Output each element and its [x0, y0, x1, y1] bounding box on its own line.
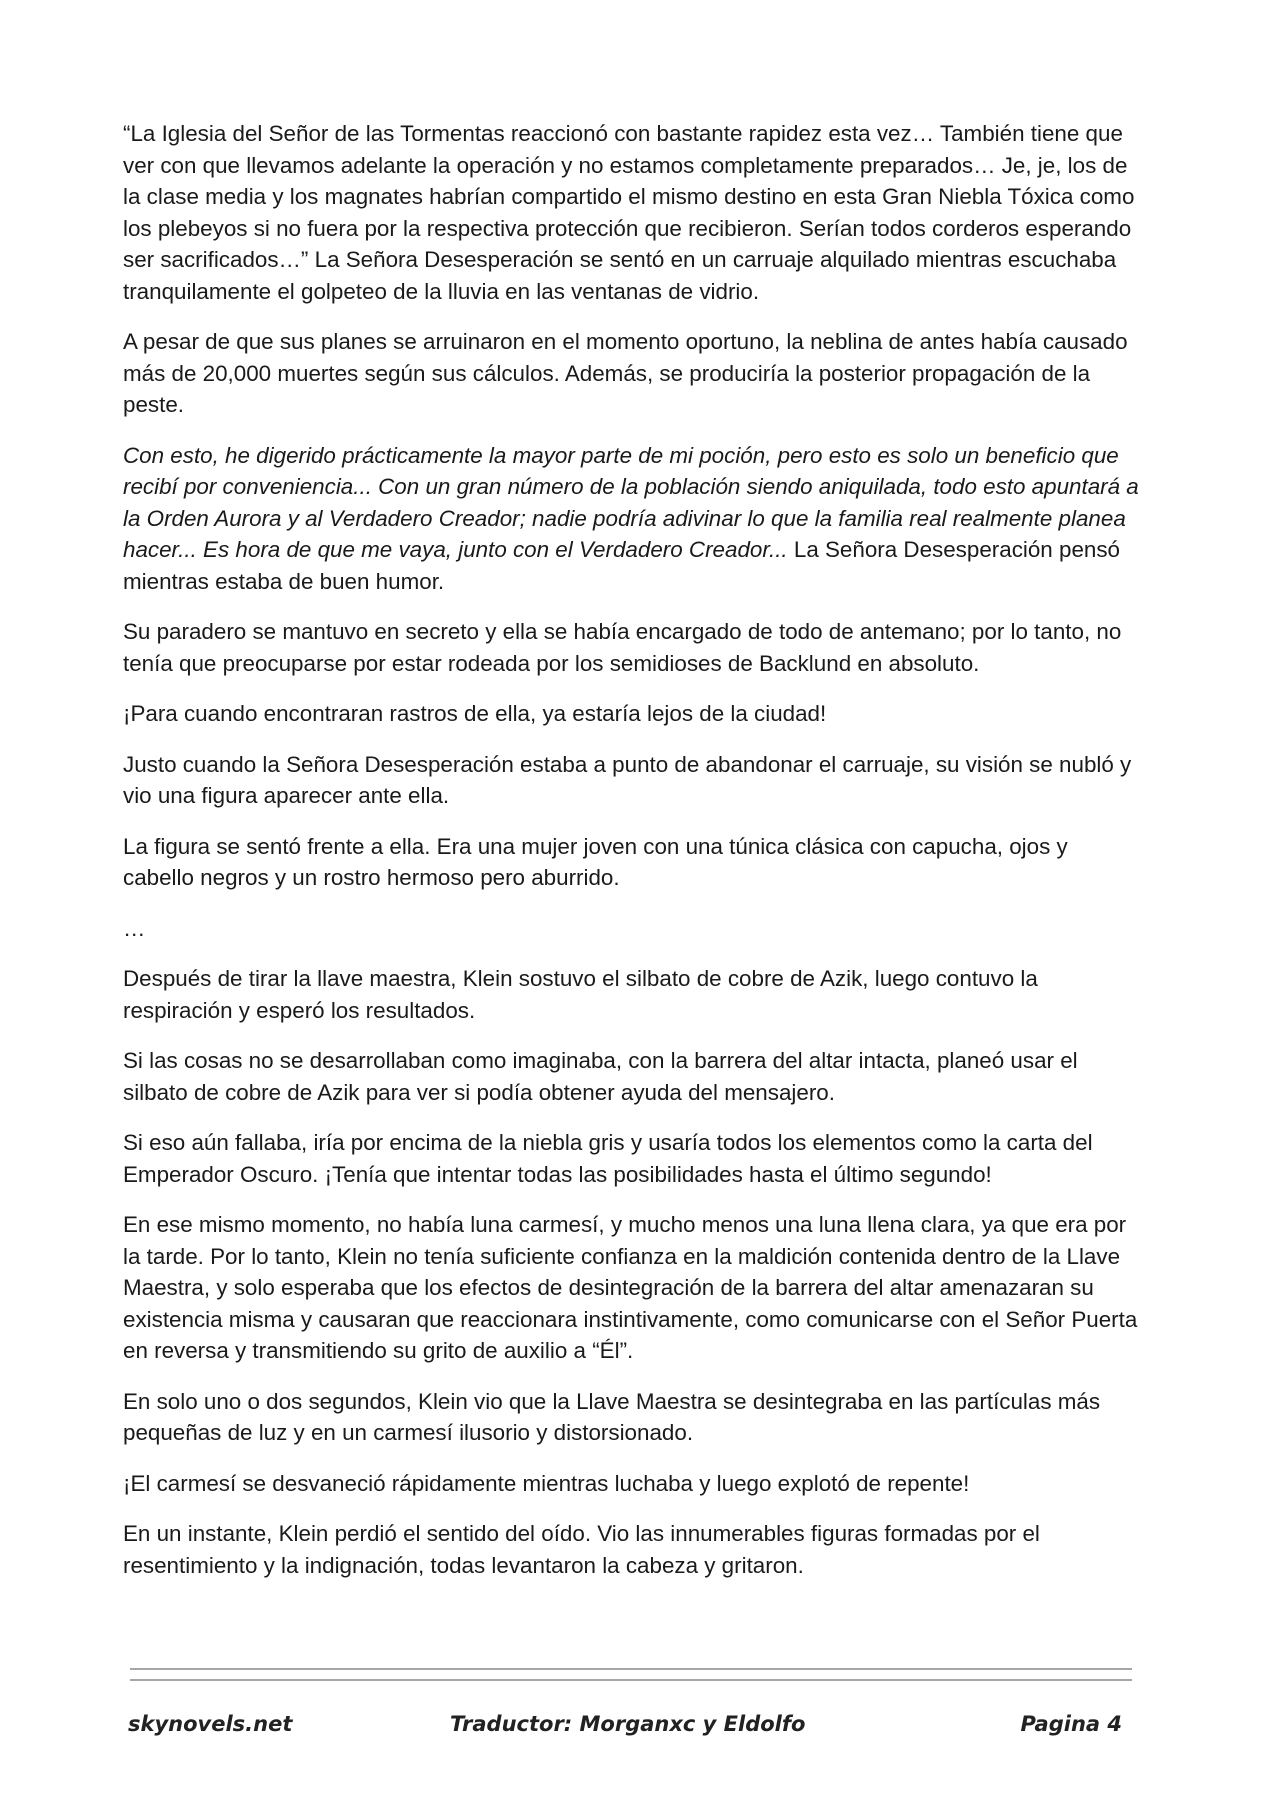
footer-rule-top — [130, 1668, 1132, 1670]
footer-divider — [130, 1668, 1132, 1681]
paragraph: A pesar de que sus planes se arruinaron en el momento oportuno, la neblina de antes había causado más de 20,000 muertes según sus cálculos. Además, se produciría la posterior propagación de la peste. — [123, 329, 1128, 417]
paragraph: ¡Para cuando encontraran rastros de ella, ya estaría lejos de la ciudad! — [123, 701, 827, 726]
paragraph: Después de tirar la llave maestra, Klein sostuvo el silbato de cobre de Azik, luego contuvo la respiración y esperó los resultados. — [123, 966, 1038, 1023]
thought-italic-text: Con esto, he digerido prácticamente la mayor parte de mi poción, pero esto es solo un beneficio que recibí por conveniencia... Con un gran número de la población siendo aniquilada, todo esto apuntará a la Orden Aurora y al Verdadero Creador; nadie podría adivinar lo que la familia real realmente planea hacer... Es hora de que me vaya, junto con el Verdadero Creador... — [123, 442, 1139, 562]
paragraph: “La Iglesia del Señor de las Tormentas reaccionó con bastante rapidez esta vez… También tiene que ver con que llevamos adelante la operación y no estamos completamente preparados… Je, je, los de la clase media y los magnates habrían compartido el mismo destino en esta Gran Niebla Tóxica como los plebeyos si no fuera por la respectiva protección que recibieron. Serían todos corderos esperando ser sacrificados…” La Señora Desesperación se sentó en un carruaje alquilado mientras escuchaba tranquilamente el golpeteo de la lluvia en las ventanas de vidrio. — [123, 121, 1135, 304]
paragraph: En solo uno o dos segundos, Klein vio que la Llave Maestra se desintegraba en las partículas más pequeñas de luz y en un carmesí ilusorio y distorsionado. — [123, 1388, 1101, 1445]
scene-break: … — [123, 915, 146, 941]
document-body — [123, 118, 1143, 1600]
paragraph: ¡El carmesí se desvaneció rápidamente mientras luchaba y luego explotó de repente! — [123, 1470, 970, 1496]
paragraph: Su paradero se mantuvo en secreto y ella se había encargado de todo de antemano; por lo tanto, no tenía que preocuparse por estar rodeada por los semidioses de Backlund en absoluto. — [123, 619, 1122, 676]
paragraph: La figura se sentó frente a ella. Era una mujer joven con una túnica clásica con capucha, ojos y cabello negros y un rostro hermoso pero aburrido. — [123, 833, 1068, 890]
thought-paragraph — [123, 440, 1143, 598]
footer-page-number: Pagina 4 — [1020, 1712, 1122, 1736]
footer-translator: Traductor: Morganxc y Eldolfo — [450, 1712, 806, 1736]
paragraph: En ese mismo momento, no había luna carmesí, y mucho menos una luna llena clara, ya que era por la tarde. Por lo tanto, Klein no tenía suficiente confianza en la maldición contenida dentro de la Llave Maestra, y solo esperaba que los efectos de desintegración de la barrera del altar amenazaran su existencia misma y causaran que reaccionara instintivamente, como comunicarse con el Señor Puerta en reversa y transmitiendo su grito de auxilio a “Él”. — [123, 1212, 1138, 1363]
paragraph: En un instante, Klein perdió el sentido del oído. Vio las innumerables figuras formadas por el resentimiento y la indignación, todas levantaron la cabeza y gritaron. — [123, 1521, 1040, 1578]
page-footer — [128, 1712, 1122, 1748]
footer-site: skynovels.net — [128, 1712, 293, 1736]
paragraph: Si eso aún fallaba, iría por encima de la niebla gris y usaría todos los elementos como la carta del Emperador Oscuro. ¡Tenía que intentar todas las posibilidades hasta el último segundo! — [123, 1130, 1093, 1187]
thought-narration-text: La Señora Desesperación pensó mientras estaba de buen humor. — [123, 537, 1120, 594]
footer-rule-bottom — [130, 1679, 1132, 1681]
paragraph: Si las cosas no se desarrollaban como imaginaba, con la barrera del altar intacta, planeó usar el silbato de cobre de Azik para ver si podía obtener ayuda del mensajero. — [123, 1048, 1078, 1105]
paragraph: Justo cuando la Señora Desesperación estaba a punto de abandonar el carruaje, su visión se nubló y vio una figura aparecer ante ella. — [123, 751, 1132, 808]
